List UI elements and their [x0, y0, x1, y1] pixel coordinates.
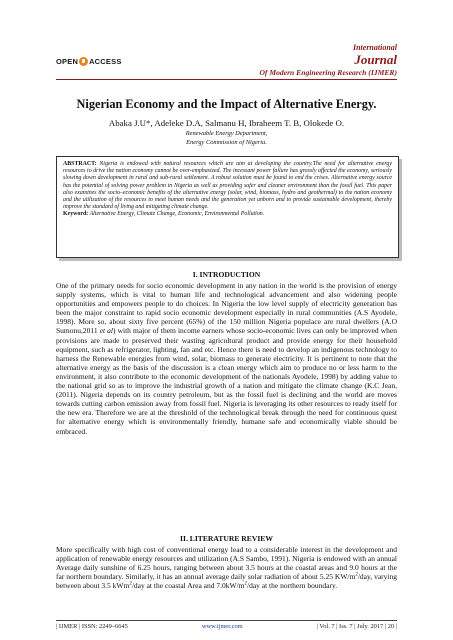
introduction-paragraph [56, 281, 397, 436]
paper-title: Nigerian Economy and the Impact of Alternative Energy. [76, 97, 377, 111]
section-heading-introduction: I. INTRODUCTION [192, 270, 261, 279]
keywords-label: Keyword: [63, 211, 89, 218]
page-footer [56, 620, 397, 630]
abstract-box [56, 156, 399, 258]
keywords-text: Alternative Energy, Climate Change, Economic, Environmental Pollution. [88, 211, 265, 218]
open-access-logo [56, 57, 122, 66]
superscript-1: 2 [355, 572, 358, 578]
introduction-etal: et al [99, 326, 114, 336]
abstract-text: Nigeria is endowed with natural resources which are aim at developing the country.The need for alternative energy resources to drive the nation economy cannot be over-emphasized. The incessant power failure has grossly affected the economy, seriously slowing down development in rural and sub-rural settlement. A robust solution must be found to end the crises. Alternative energy source has the potential of solving power problem in Nigeria as well as providing safer and cleaner environment than the fossil fuel. This paper also examines the socio–economic benefits of the alternative energy (solar, wind, biomass, hydro and geothermal) to the nation economy and the utilization of the resources to meet human needs and the generation yet unborn and to provide sustainable development, thereby improve the standard of living and mitigating climate change. [63, 161, 392, 211]
footer-issn: | IJMER | ISSN: 2249–6645 [56, 623, 128, 630]
open-lock-icon [79, 57, 88, 66]
affiliation-line2: Energy Commission of Nigeria. [186, 139, 267, 146]
affiliation-line1: Renewable Energy Department, [185, 130, 268, 137]
header-rule [56, 79, 397, 80]
literature-text-c: /day at the coastal Area and 7.0kW/m [131, 581, 245, 591]
journal-name-line3: Of Modern Engineering Research (IJMER) [259, 68, 397, 77]
literature-text-b: /day, varying between about 3.5 kWm [56, 572, 397, 591]
section-heading-literature-review: II. LITERATURE REVIEW [180, 534, 273, 543]
literature-text-a: More specifically with high cost of conventional energy lead to a considerable interest in the development and application of renewable energy resources and utilization (A.S Sambo, 1991). Nigeria is endowed with an annual Average daily sunshine of 6.25 hours, ranging between about 3.5 hours at the coastal areas and 9.0 hours at the far northern boundary. Similarly, it has an annual average daily solar radiation of about 5.25 KW/m [56, 545, 397, 582]
logo-access-text: ACCESS [89, 57, 122, 66]
introduction-text-a: One of the primary needs for socio economic development in any nation in the world is the provision of energy supply systems, which is vital to human life and technological advancement and also widening people opportunities and empowers people to do choices. In Nigeria the low level supply of electricity generation has been the major constraint to rapid socio economic development especially in rural communities (A.S Ayodele, 1998). More so, about sixty five percent (65%) of the 150 million Nigeria populace are rural dwellers (A.O Sumonu,2011 [56, 281, 397, 336]
superscript-3: 2 [244, 581, 247, 587]
introduction-text-b: ) with major of them income earners whose socio-economic lives can only be improved when provisions are made to preserved their wasting agricultural product and provide energy for their household equipment, such as refrigerator, lighting, fan and etc. Hence there is need to develop an indigenous technology to harness the Renewable energies from wind, solar, biomass to generate electricity. It is pertinent to note that the alternative energy as the basis of the discussion is a clean energy which aim to produce no or less harm to the environment, it also contribute to the economic development of the nationals Ayodele, 1998) by adding value to the national grid so as to improve the industrial growth of a nation and mitigate the climate change (K.C Jean, (2011). Nigeria depends on its country petroleum, but as the fossil fuel is declining and the world are moves towards cutting carbon emission away from fossil fuel. Nigeria is leveraging its other resources to ready itself for the new era. Therefore we are at the threshold of the technological break through the need for continuous quest for alternative energy which is environmentally friendly, humane safe and economically viable should be embraced. [56, 326, 397, 436]
footer-volume-info: | Vol. 7 | Iss. 7 | July. 2017 | 20 | [316, 623, 397, 630]
abstract-label: ABSTRACT: [63, 161, 97, 167]
literature-review-paragraph [56, 545, 397, 590]
paper-authors: Abaka J.U*, Adeleke D.A, Salmanu H, Ibraheem T. B, Olokede O. [108, 118, 345, 128]
footer-website-link[interactable]: www.ijmer.com [201, 623, 243, 630]
journal-name-line1: International [352, 43, 397, 52]
superscript-2: 2 [129, 581, 132, 587]
literature-text-d: /day at the northern boundary. [246, 581, 338, 591]
journal-name-line2: Journal [354, 52, 397, 67]
logo-open-text: OPEN [56, 57, 79, 66]
